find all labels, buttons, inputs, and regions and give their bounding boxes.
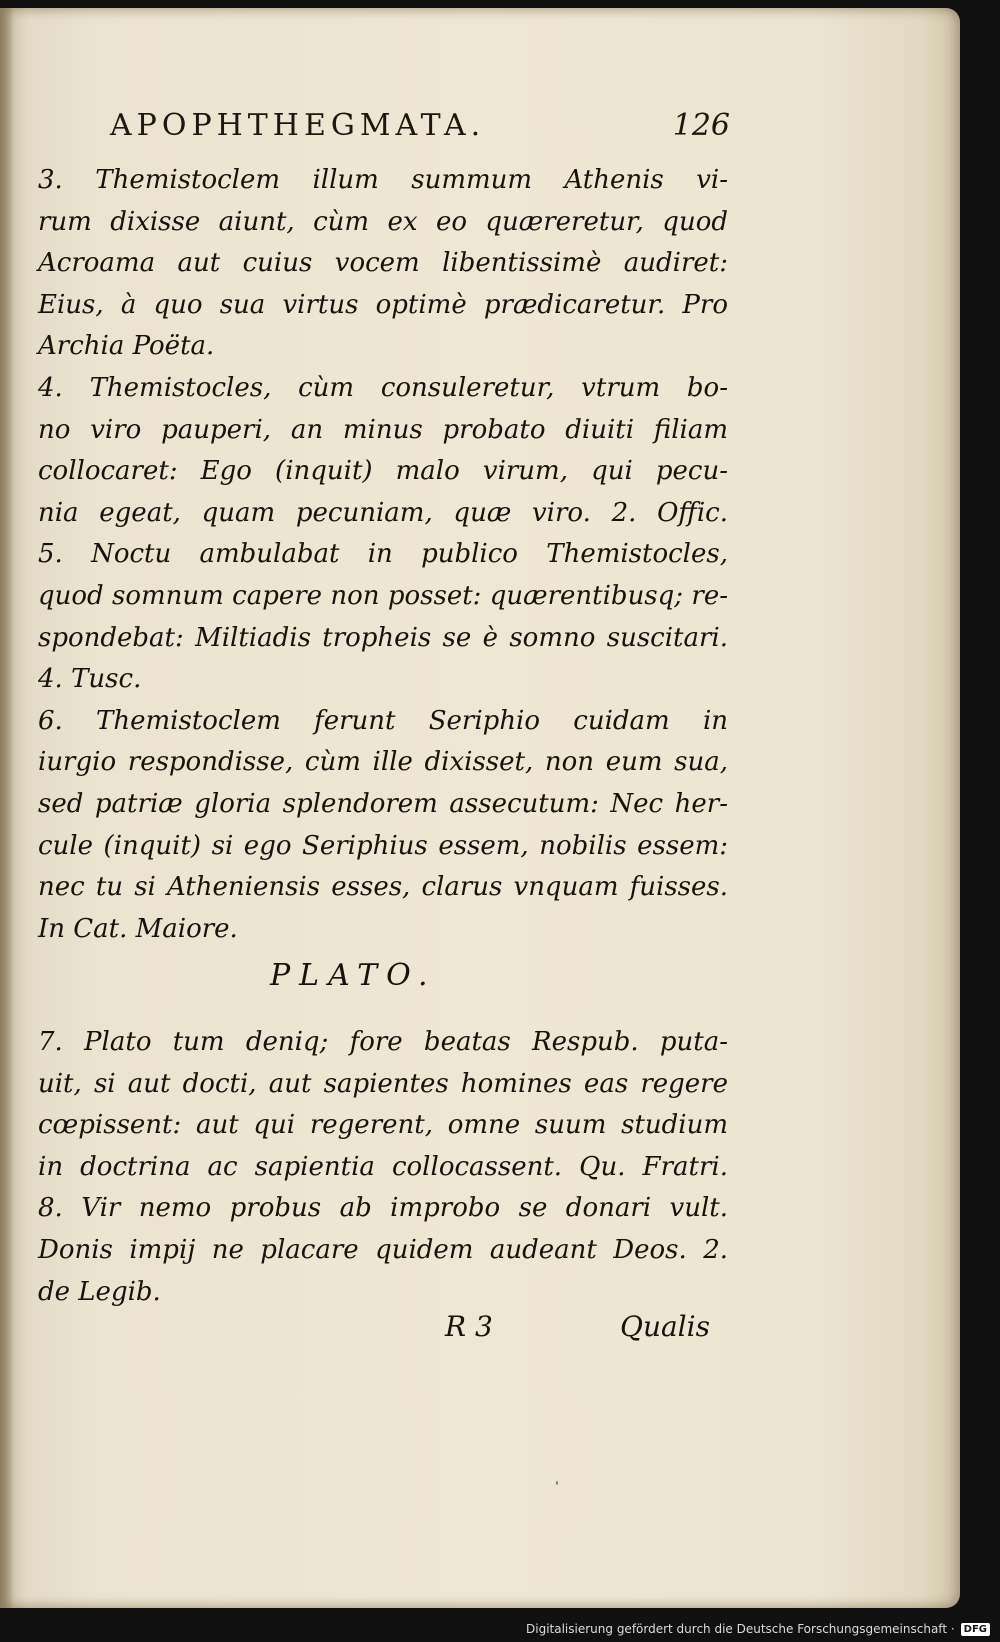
text-line: nec tu si Atheniensis esses, clarus vnquam fuisses.	[38, 872, 728, 903]
body-text-upper	[38, 160, 728, 950]
text-line: rum dixisse aiunt, cùm ex eo quæreretur, quod	[38, 206, 728, 237]
text-line: in doctrina ac sapientia collocassent. Qu. Fratri.	[38, 1151, 728, 1182]
text-line: Eius, à quo sua virtus optimè prædicaretur. Pro	[38, 289, 728, 320]
ink-speck: ˈ	[555, 1480, 559, 1496]
text-line: Donis impij ne placare quidem audeant Deos. 2.	[38, 1234, 728, 1265]
signature-mark: R 3	[445, 1310, 493, 1343]
text-line: 8. Vir nemo probus ab improbo se donari vult.	[38, 1193, 728, 1224]
body-text-lower	[38, 1022, 728, 1313]
text-line: cœpissent: aut qui regerent, omne suum studium	[38, 1110, 728, 1141]
text-line: de Legib.	[38, 1276, 161, 1307]
text-line: no viro pauperi, an minus probato diuiti filiam	[38, 414, 728, 445]
page-number: 126	[672, 108, 730, 143]
text-line: 4. Tusc.	[38, 664, 142, 695]
text-line: Archia Poëta.	[38, 331, 215, 362]
text-line: 5. Noctu ambulabat in publico Themistocles,	[38, 539, 728, 570]
text-line: cule (inquit) si ego Seriphius essem, nobilis essem:	[38, 830, 728, 861]
text-line: iurgio respondisse, cùm ille dixisset, non eum sua,	[38, 747, 728, 778]
text-line: uit, si aut docti, aut sapientes homines eas regere	[38, 1068, 728, 1099]
text-line: 4. Themistocles, cùm consuleretur, vtrum bo-	[38, 372, 728, 403]
text-line: spondebat: Miltiadis tropheis se è somno suscitari.	[38, 622, 728, 653]
text-line: sed patriæ gloria splendorem assecutum: Nec her-	[38, 788, 728, 819]
text-line: nia egeat, quam pecuniam, quæ viro. 2. Offic.	[38, 497, 728, 528]
text-line: quod somnum capere non posset: quærentibusq; re-	[38, 580, 728, 611]
running-title: APOPHTHEGMATA.	[110, 108, 486, 143]
text-line: In Cat. Maiore.	[38, 913, 238, 944]
text-line: 6. Themistoclem ferunt Seriphio cuidam in	[38, 705, 728, 736]
catchword: Qualis	[620, 1310, 710, 1343]
digitization-credit	[526, 1622, 990, 1636]
text-line: 7. Plato tum deniq; fore beatas Respub. puta-	[38, 1027, 728, 1057]
text-line: Acroama aut cuius vocem libentissimè audiret:	[38, 248, 728, 279]
section-heading: PLATO.	[270, 958, 437, 993]
dfg-logo: DFG	[961, 1623, 990, 1636]
page-header	[80, 108, 730, 152]
text-line: 3. Themistoclem illum summum Athenis vi-	[38, 165, 728, 195]
text-line: collocaret: Ego (inquit) malo virum, qui pecu-	[38, 456, 728, 487]
page-gutter-shadow	[0, 8, 14, 1608]
credit-text: Digitalisierung gefördert durch die Deutsche Forschungsgemeinschaft ·	[526, 1622, 955, 1636]
